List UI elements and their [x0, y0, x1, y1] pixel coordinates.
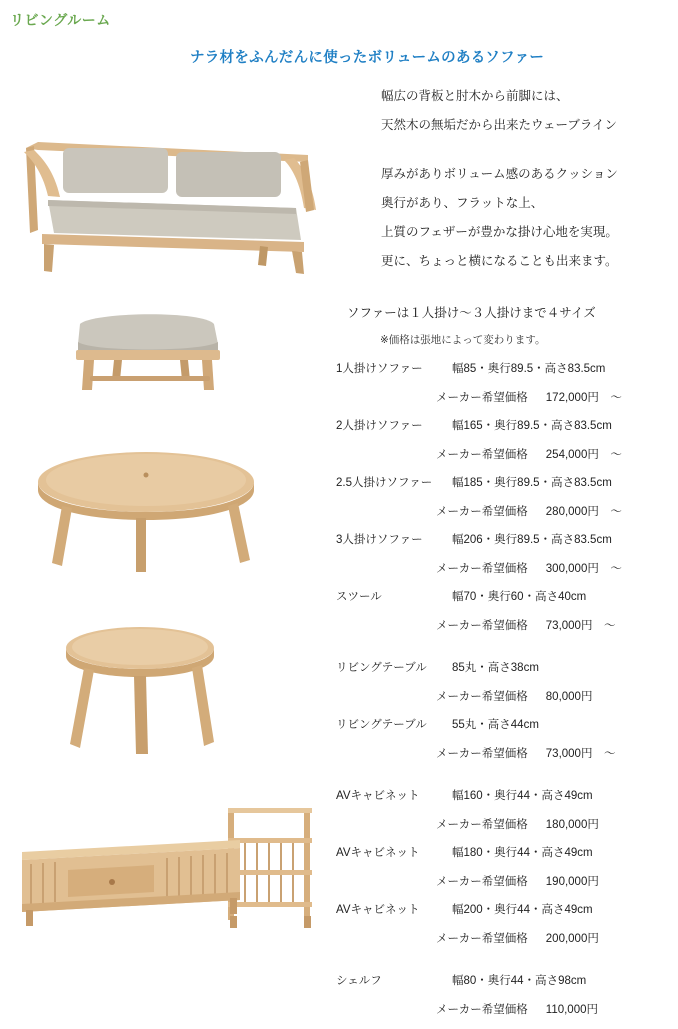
- price-value: 110,000円: [546, 1001, 598, 1017]
- description-line-1: 幅広の背板と肘木から前脚には、: [381, 82, 671, 111]
- spec-group-av-160: [336, 787, 666, 844]
- price-row: [336, 930, 666, 959]
- spec-row: [336, 360, 666, 389]
- product-dimensions: 幅85・奥行89.5・高さ83.5cm: [452, 360, 666, 376]
- spec-row: [336, 901, 666, 930]
- product-dimensions: 幅200・奥行44・高さ49cm: [452, 901, 666, 917]
- product-dimensions: 幅180・奥行44・高さ49cm: [452, 844, 666, 860]
- product-spec-list: [336, 360, 666, 1029]
- page-category-title: リビングルーム: [10, 10, 111, 30]
- product-dimensions: 85丸・高さ38cm: [452, 659, 666, 675]
- price-value: 73,000円 ～: [546, 617, 616, 633]
- description-line-6: 更に、ちょっと横になることも出来ます。: [381, 247, 671, 276]
- spec-group-living-table-55: [336, 716, 666, 773]
- spacer: [336, 773, 666, 787]
- spacer: [336, 958, 666, 972]
- price-value: 280,000円 ～: [546, 503, 622, 519]
- spec-group-shelf: [336, 972, 666, 1029]
- price-row: [336, 560, 666, 589]
- price-row: [336, 446, 666, 475]
- av-cabinet-photo: [4, 800, 334, 940]
- price-label: メーカー希望価格: [436, 617, 528, 633]
- description-block-1: [381, 82, 671, 140]
- price-row: [336, 873, 666, 902]
- stool-photo: [62, 300, 247, 395]
- price-label: メーカー希望価格: [436, 873, 528, 889]
- product-dimensions: 55丸・高さ44cm: [452, 716, 666, 732]
- price-value: 190,000円: [546, 873, 599, 889]
- price-row: [336, 688, 666, 717]
- product-dimensions: 幅70・奥行60・高さ40cm: [452, 588, 666, 604]
- spec-row: [336, 787, 666, 816]
- spec-group-sofa-25: [336, 474, 666, 531]
- round-table-photo: [28, 440, 268, 575]
- price-label: メーカー希望価格: [436, 930, 528, 946]
- spec-group-sofa-1: [336, 360, 666, 417]
- product-name: 1人掛けソファー: [336, 360, 452, 376]
- page-title: ナラ材をふんだんに使ったボリュームのあるソファー: [190, 46, 544, 67]
- spec-group-av-180: [336, 844, 666, 901]
- product-name: 2.5人掛けソファー: [336, 474, 452, 490]
- price-value: 80,000円: [546, 688, 593, 704]
- spec-row: [336, 417, 666, 446]
- size-note: ソファーは１人掛け～３人掛けまで４サイズ: [347, 303, 596, 321]
- product-dimensions: 幅185・奥行89.5・高さ83.5cm: [452, 474, 666, 490]
- spec-row: [336, 844, 666, 873]
- price-row: [336, 617, 666, 646]
- spec-row: [336, 474, 666, 503]
- description-line-3: 厚みがありボリューム感のあるクッション: [381, 160, 671, 189]
- product-name: AVキャビネット: [336, 787, 452, 803]
- spec-group-sofa-3: [336, 531, 666, 588]
- spec-row: [336, 588, 666, 617]
- price-row: [336, 1001, 666, 1029]
- spec-group-stool: [336, 588, 666, 645]
- price-label: メーカー希望価格: [436, 816, 528, 832]
- product-name: 3人掛けソファー: [336, 531, 452, 547]
- product-name: リビングテーブル: [336, 659, 452, 675]
- price-label: メーカー希望価格: [436, 688, 528, 704]
- description-line-5: 上質のフェザーが豊かな掛け心地を実現。: [381, 218, 671, 247]
- spec-row: [336, 659, 666, 688]
- price-row: [336, 503, 666, 532]
- product-name: AVキャビネット: [336, 901, 452, 917]
- price-value: 300,000円 ～: [546, 560, 622, 576]
- description-line-4: 奥行があり、フラットな上、: [381, 189, 671, 218]
- spec-row: [336, 716, 666, 745]
- price-label: メーカー希望価格: [436, 389, 528, 405]
- price-label: メーカー希望価格: [436, 503, 528, 519]
- product-dimensions: 幅206・奥行89.5・高さ83.5cm: [452, 531, 666, 547]
- product-name: リビングテーブル: [336, 716, 452, 732]
- product-name: シェルフ: [336, 972, 452, 988]
- price-row: [336, 745, 666, 774]
- sofa-photo: [8, 100, 338, 275]
- price-value: 73,000円 ～: [546, 745, 616, 761]
- description-block-2: [381, 160, 671, 276]
- price-label: メーカー希望価格: [436, 560, 528, 576]
- price-row: [336, 816, 666, 845]
- price-value: 172,000円 ～: [546, 389, 622, 405]
- spacer: [336, 645, 666, 659]
- spec-group-living-table-85: [336, 659, 666, 716]
- product-name: 2人掛けソファー: [336, 417, 452, 433]
- product-dimensions: 幅160・奥行44・高さ49cm: [452, 787, 666, 803]
- price-value: 254,000円 ～: [546, 446, 622, 462]
- price-note: ※価格は張地によって変わります。: [380, 332, 545, 347]
- price-label: メーカー希望価格: [436, 446, 528, 462]
- price-value: 200,000円: [546, 930, 599, 946]
- spec-row: [336, 972, 666, 1001]
- price-row: [336, 389, 666, 418]
- price-value: 180,000円: [546, 816, 599, 832]
- product-dimensions: 幅80・奥行44・高さ98cm: [452, 972, 666, 988]
- product-name: AVキャビネット: [336, 844, 452, 860]
- spec-group-av-200: [336, 901, 666, 958]
- product-name: スツール: [336, 588, 452, 604]
- price-label: メーカー希望価格: [436, 745, 528, 761]
- price-label: メーカー希望価格: [436, 1001, 528, 1017]
- spec-row: [336, 531, 666, 560]
- spec-group-sofa-2: [336, 417, 666, 474]
- description-line-2: 天然木の無垢だから出来たウェーブライン: [381, 111, 671, 140]
- product-dimensions: 幅165・奥行89.5・高さ83.5cm: [452, 417, 666, 433]
- small-table-photo: [52, 620, 232, 760]
